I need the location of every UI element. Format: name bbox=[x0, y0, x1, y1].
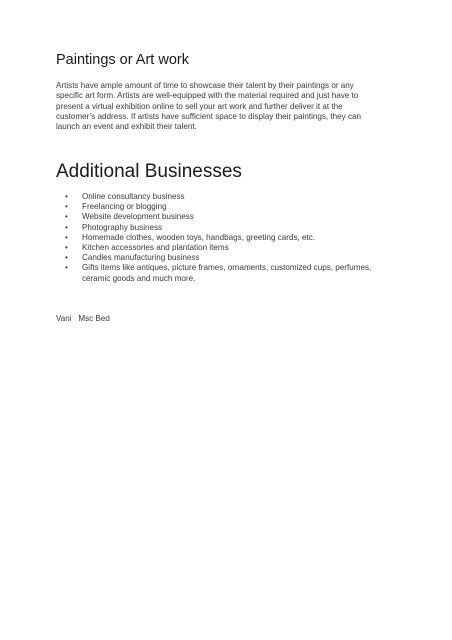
list-item-text: Gifts items like antiques, picture frames, ornaments, customized cups, perfumes, bbox=[82, 263, 372, 273]
list-item bbox=[56, 192, 406, 202]
bullet-icon: • bbox=[65, 253, 68, 263]
paragraph-line: specific art form. Artists are well-equipped with the material required and just have to bbox=[56, 91, 359, 101]
list-item-text: Candles manufacturing business bbox=[82, 253, 200, 263]
bullet-icon: • bbox=[65, 212, 68, 222]
list-item bbox=[56, 202, 406, 212]
paintings-paragraph bbox=[56, 81, 396, 132]
list-item bbox=[56, 223, 406, 233]
bullet-icon: • bbox=[65, 192, 68, 201]
paragraph-line: launch an event and exhibit their talent. bbox=[56, 122, 197, 132]
bullet-icon: • bbox=[65, 202, 68, 212]
list-item-text: Homemade clothes, wooden toys, handbags, greeting cards, etc. bbox=[82, 232, 316, 242]
section-heading-additional-businesses: Additional Businesses bbox=[56, 161, 242, 182]
bullet-icon: • bbox=[65, 232, 68, 242]
paragraph-line: customer’s address. If artists have sufficient space to display their paintings, they can bbox=[56, 111, 362, 121]
list-item bbox=[56, 243, 406, 253]
list-item-text: Website development business bbox=[82, 212, 194, 222]
list-item bbox=[56, 212, 406, 222]
list-item bbox=[56, 233, 406, 243]
list-item-text: Online consultancy business bbox=[82, 192, 185, 201]
list-item-text: Photography business bbox=[82, 222, 163, 232]
bullet-icon: • bbox=[65, 263, 68, 273]
paragraph-line: present a virtual exhibition online to sell your art work and further deliver it at the bbox=[56, 101, 343, 111]
list-item-text: ceramic goods and much more. bbox=[82, 273, 196, 283]
paragraph-line: Artists have ample amount of time to showcase their talent by their paintings or any bbox=[56, 81, 354, 90]
list-item bbox=[56, 263, 406, 283]
bullet-icon: • bbox=[65, 222, 68, 232]
bullet-icon: • bbox=[65, 243, 68, 253]
list-item-text: Freelancing or blogging bbox=[82, 202, 167, 212]
section-heading-paintings: Paintings or Art work bbox=[56, 52, 189, 68]
business-list bbox=[56, 192, 406, 284]
list-item bbox=[56, 253, 406, 263]
list-item-text: Kitchen accessories and plantation items bbox=[82, 243, 229, 253]
author-signature: Vani Msc Bed bbox=[56, 314, 110, 323]
